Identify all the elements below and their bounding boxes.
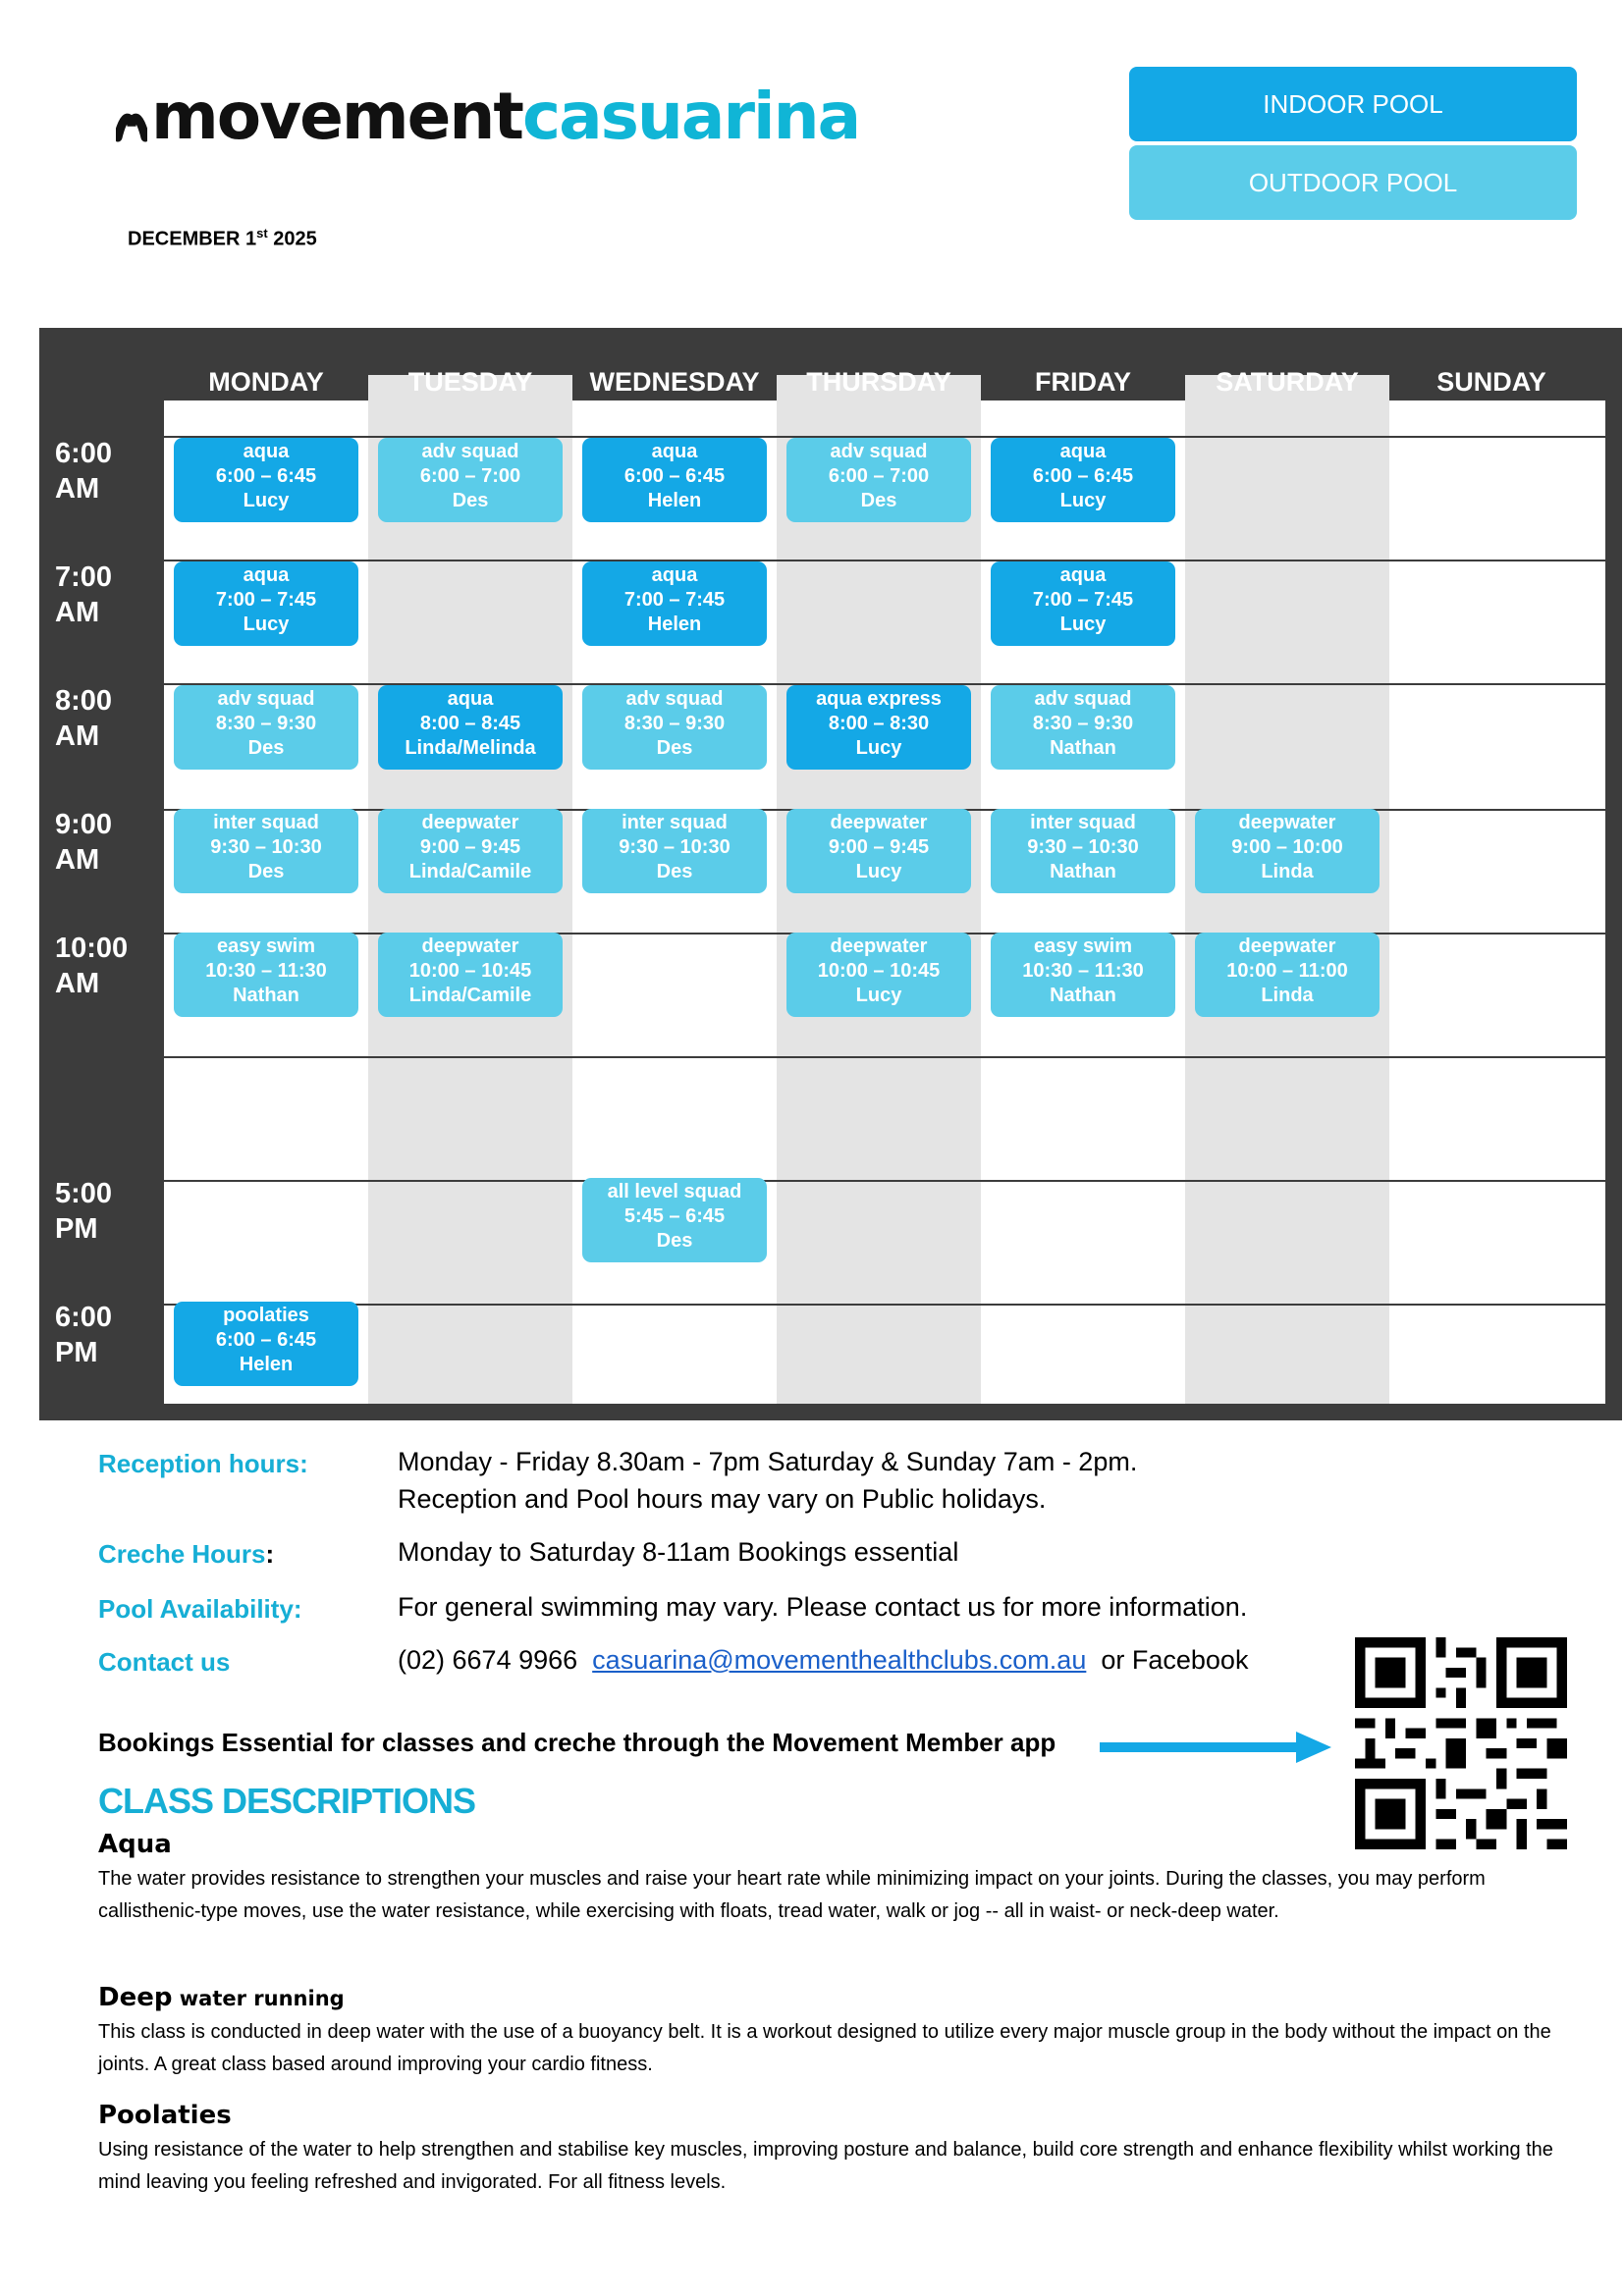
pool-availability-label: Pool Availability: [98,1594,302,1624]
class-block[interactable] [378,438,563,522]
brand-name-primary: movement [151,79,522,154]
class-instructor: Des [247,737,285,759]
poolaties-description: Using resistance of the water to help strengthen and stabilise key muscles, improving posture and balance, build core strength and enhance flexibility whilst working the mind leaving you feeling refreshed and invigorated. For all fitness levels. [98,2139,1553,2193]
class-block[interactable] [174,1302,358,1386]
time-meridiem: AM [55,597,100,628]
class-instructor: Nathan [1050,737,1116,759]
contact-email-link[interactable]: casuarina@movementhealthclubs.com.au [592,1645,1087,1675]
class-time: 6:00 – 7:00 [419,465,521,487]
time-label [55,931,128,1001]
class-block[interactable] [991,438,1175,522]
time-label [55,436,112,507]
class-block[interactable] [174,933,358,1017]
aqua-description: The water provides resistance to strengthen your muscles and raise your heart rate while minimizing impact on your joints. During the classes, you may perform callisthenic-type moves, use the water resistance, while exercising with floats, tread water, walk or jog -- all in waist- or neck-deep water. [98,1868,1486,1922]
contact-details [398,1645,1248,1676]
class-instructor: Lucy [243,614,290,635]
class-time: 9:00 – 9:45 [828,836,930,858]
class-instructor: Lucy [1059,490,1107,511]
class-time: 8:30 – 9:30 [623,713,726,734]
class-block[interactable] [582,685,767,770]
class-name: adv squad [830,441,928,462]
timetable-date [128,226,317,251]
time-hour: 6:00 [55,438,113,469]
class-name: deepwater [421,812,519,833]
class-instructor: Helen [647,614,702,635]
day-header-thursday: THURSDAY [806,367,951,397]
deep-water-running-description: This class is conducted in deep water with the use of a buoyancy belt. It is a workout designed to utilize every major muscle group in the body without the impact on the joints. A great class based around improving your cardio fitness. [98,2021,1551,2075]
class-time: 10:00 – 10:45 [817,960,941,982]
time-meridiem: AM [55,721,100,752]
class-time: 9:30 – 10:30 [1027,836,1139,858]
class-name: adv squad [625,688,724,710]
class-name: adv squad [421,441,519,462]
reception-hours-label: Reception hours: [98,1449,308,1478]
class-instructor: Nathan [1050,861,1116,882]
class-time: 10:00 – 11:00 [1226,960,1348,982]
date-main: DECEMBER 1 [128,228,257,250]
class-name: deepwater [1238,812,1336,833]
class-name: aqua [447,688,494,710]
contact-us-label: Contact us [98,1647,231,1677]
class-block[interactable] [174,685,358,770]
row-divider [164,1180,1605,1182]
class-name: aqua [243,564,290,586]
bookings-notice: Bookings Essential for classes and creche through the Movement Member app [98,1728,1056,1757]
class-block[interactable] [786,438,971,522]
contact-facebook: or Facebook [1101,1645,1249,1675]
class-name: easy swim [1033,935,1133,957]
time-meridiem: PM [55,1337,98,1368]
class-name: deepwater [421,935,519,957]
class-instructor: Nathan [1050,985,1116,1006]
class-instructor: Des [452,490,489,511]
class-time: 8:00 – 8:30 [828,713,930,734]
class-block[interactable] [991,561,1175,646]
class-block[interactable] [582,1178,767,1262]
class-block[interactable] [582,561,767,646]
reception-hours-line-2: Reception and Pool hours may vary on Public holidays. [398,1484,1047,1514]
class-name: deepwater [1238,935,1336,957]
class-instructor: Lucy [855,861,902,882]
day-header-friday: FRIDAY [1034,367,1132,397]
day-header-wednesday: WEDNESDAY [589,367,760,397]
class-name: aqua express [816,688,942,710]
class-block[interactable] [1195,933,1380,1017]
creche-hours-value: Monday to Saturday 8-11am Bookings essential [398,1537,959,1567]
class-descriptions-heading: CLASS DESCRIPTIONS [98,1781,476,1821]
class-time: 8:00 – 8:45 [419,713,521,734]
class-time: 10:30 – 11:30 [1022,960,1144,982]
class-instructor: Linda [1261,985,1314,1006]
class-time: 8:30 – 9:30 [215,713,317,734]
class-time: 9:00 – 9:45 [419,836,521,858]
class-block[interactable] [786,685,971,770]
class-instructor: Des [656,737,693,759]
class-instructor: Linda/Camile [408,861,532,882]
class-block[interactable] [378,685,563,770]
class-block[interactable] [991,685,1175,770]
class-name: all level squad [607,1181,742,1202]
class-name: deepwater [830,935,928,957]
class-time: 7:00 – 7:45 [215,589,317,611]
legend-indoor-pool: INDOOR POOL [1129,67,1577,141]
class-time: 6:00 – 6:45 [215,465,317,487]
time-hour: 9:00 [55,809,113,840]
row-divider [164,1304,1605,1306]
class-block[interactable] [174,561,358,646]
wave-logo-icon [116,94,147,145]
row-divider [164,1056,1605,1058]
deep-water-running-heading: Deep water running [98,1983,345,2012]
brand-logo [116,71,860,154]
class-block[interactable] [174,438,358,522]
class-name: aqua [1059,441,1107,462]
class-instructor: Linda/Melinda [405,737,536,759]
creche-hours-label: Creche Hours: [98,1539,275,1569]
class-instructor: Des [247,861,285,882]
class-instructor: Nathan [233,985,299,1006]
class-name: aqua [1059,564,1107,586]
time-hour: 7:00 [55,561,113,593]
time-hour: 8:00 [55,685,113,717]
class-instructor: Lucy [1059,614,1107,635]
class-time: 9:30 – 10:30 [619,836,731,858]
brand-name-location: casuarina [521,79,860,154]
class-block[interactable] [786,933,971,1017]
class-block[interactable] [582,438,767,522]
class-block[interactable] [1195,809,1380,893]
class-name: inter squad [622,812,728,833]
time-hour: 10:00 [55,933,129,964]
class-name: aqua [651,564,698,586]
class-instructor: Helen [239,1354,294,1375]
arrow-right-icon [1100,1728,1335,1767]
qr-code-icon[interactable] [1355,1637,1567,1849]
time-meridiem: AM [55,844,100,876]
class-time: 6:00 – 6:45 [1032,465,1134,487]
pool-availability-value: For general swimming may vary. Please contact us for more information. [398,1592,1248,1622]
class-time: 6:00 – 6:45 [215,1329,317,1351]
class-name: aqua [243,441,290,462]
class-time: 9:00 – 10:00 [1231,836,1343,858]
class-time: 6:00 – 6:45 [623,465,726,487]
timetable [39,328,1622,1420]
class-block[interactable] [991,933,1175,1017]
class-instructor: Des [656,1230,693,1252]
class-time: 10:30 – 11:30 [205,960,327,982]
date-year: 2025 [267,228,317,250]
time-meridiem: AM [55,968,100,999]
class-name: poolaties [223,1305,309,1326]
class-instructor: Helen [647,490,702,511]
class-time: 9:30 – 10:30 [210,836,322,858]
timetable-grid [164,400,1605,1404]
class-name: inter squad [1030,812,1136,833]
time-label [55,560,112,630]
class-time: 5:45 – 6:45 [623,1205,726,1227]
class-instructor: Des [860,490,897,511]
class-name: aqua [651,441,698,462]
class-time: 8:30 – 9:30 [1032,713,1134,734]
class-time: 7:00 – 7:45 [623,589,726,611]
class-block[interactable] [991,809,1175,893]
class-block[interactable] [378,933,563,1017]
time-label [55,1300,112,1370]
aqua-heading: Aqua [98,1830,172,1859]
class-block[interactable] [786,809,971,893]
class-name: inter squad [213,812,319,833]
class-name: easy swim [216,935,316,957]
class-block[interactable] [582,809,767,893]
class-instructor: Des [656,861,693,882]
row-divider [164,560,1605,561]
class-name: adv squad [217,688,315,710]
reception-hours-line-1: Monday - Friday 8.30am - 7pm Saturday & Sunday 7am - 2pm. [398,1447,1138,1476]
class-time: 6:00 – 7:00 [828,465,930,487]
class-instructor: Lucy [855,737,902,759]
class-instructor: Lucy [243,490,290,511]
class-name: deepwater [830,812,928,833]
class-time: 10:00 – 10:45 [408,960,532,982]
time-hour: 6:00 [55,1302,113,1333]
legend-outdoor-pool: OUTDOOR POOL [1129,145,1577,220]
time-label [55,683,112,754]
class-block[interactable] [174,809,358,893]
time-hour: 5:00 [55,1178,113,1209]
time-meridiem: PM [55,1213,98,1245]
day-header-monday: MONDAY [208,367,324,397]
day-header-tuesday: TUESDAY [407,367,533,397]
class-instructor: Lucy [855,985,902,1006]
class-instructor: Linda [1261,861,1314,882]
time-meridiem: AM [55,473,100,505]
contact-phone: (02) 6674 9966 [398,1645,578,1675]
class-block[interactable] [378,809,563,893]
time-label [55,1176,112,1247]
class-instructor: Linda/Camile [408,985,532,1006]
date-ordinal: st [256,226,268,240]
time-label [55,807,112,878]
class-time: 7:00 – 7:45 [1032,589,1134,611]
poolaties-heading: Poolaties [98,2101,232,2130]
day-header-saturday: SATURDAY [1216,367,1359,397]
class-name: adv squad [1034,688,1132,710]
day-header-sunday: SUNDAY [1436,367,1546,397]
